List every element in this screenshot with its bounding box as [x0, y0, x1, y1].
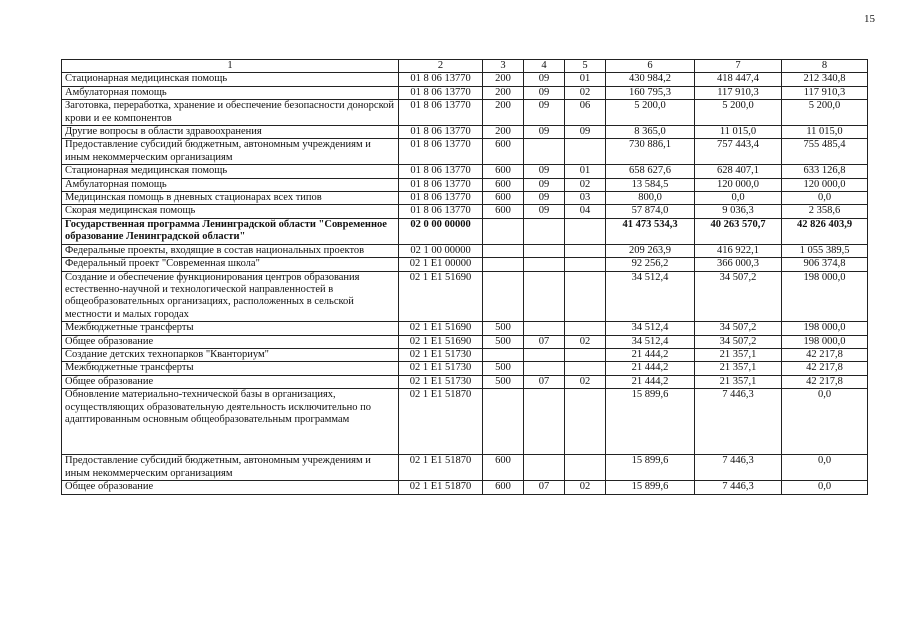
- subsection-cell: 02: [565, 178, 606, 191]
- amount-year1-cell: 34 512,4: [606, 271, 695, 322]
- table-row: [62, 100, 868, 126]
- subsection-cell: [565, 389, 606, 455]
- amount-year3-cell: 633 126,8: [782, 165, 868, 178]
- amount-year2-cell: 5 200,0: [695, 100, 782, 126]
- section-cell: 09: [524, 192, 565, 205]
- table-row: [62, 322, 868, 335]
- amount-year2-cell: 40 263 570,7: [695, 218, 782, 244]
- section-cell: [524, 271, 565, 322]
- subsection-cell: [565, 258, 606, 271]
- amount-year3-cell: 11 015,0: [782, 126, 868, 139]
- amount-year2-cell: 416 922,1: [695, 244, 782, 257]
- amount-year1-cell: 34 512,4: [606, 322, 695, 335]
- expense-type-cell: 200: [483, 86, 524, 99]
- table-row: [62, 348, 868, 361]
- target-code-cell: 02 1 E1 51870: [399, 389, 483, 455]
- subsection-cell: 02: [565, 86, 606, 99]
- amount-year1-cell: 34 512,4: [606, 335, 695, 348]
- amount-year3-cell: 755 485,4: [782, 139, 868, 165]
- subsection-cell: [565, 322, 606, 335]
- amount-year2-cell: 34 507,2: [695, 271, 782, 322]
- section-cell: 09: [524, 178, 565, 191]
- target-code-cell: 02 0 00 00000: [399, 218, 483, 244]
- subsection-cell: [565, 218, 606, 244]
- section-cell: 09: [524, 205, 565, 218]
- table-row: [62, 362, 868, 375]
- section-cell: [524, 389, 565, 455]
- column-header: 6: [606, 60, 695, 73]
- amount-year3-cell: 0,0: [782, 192, 868, 205]
- target-code-cell: 02 1 00 00000: [399, 244, 483, 257]
- amount-year1-cell: 15 899,6: [606, 455, 695, 481]
- amount-year2-cell: 117 910,3: [695, 86, 782, 99]
- amount-year2-cell: 21 357,1: [695, 362, 782, 375]
- target-code-cell: 01 8 06 13770: [399, 165, 483, 178]
- amount-year2-cell: 757 443,4: [695, 139, 782, 165]
- amount-year3-cell: 198 000,0: [782, 335, 868, 348]
- section-cell: [524, 258, 565, 271]
- subsection-cell: [565, 455, 606, 481]
- table-row: [62, 389, 868, 455]
- expense-type-cell: [483, 258, 524, 271]
- expense-type-cell: 200: [483, 100, 524, 126]
- expense-type-cell: 200: [483, 73, 524, 86]
- row-name-cell: Стационарная медицинская помощь: [62, 165, 399, 178]
- table-row: [62, 205, 868, 218]
- target-code-cell: 02 1 E1 51730: [399, 348, 483, 361]
- section-cell: [524, 362, 565, 375]
- table-row: [62, 258, 868, 271]
- amount-year2-cell: 7 446,3: [695, 481, 782, 494]
- section-cell: [524, 218, 565, 244]
- row-name-cell: Государственная программа Ленинградской области "Современное образование Ленинградской области": [62, 218, 399, 244]
- target-code-cell: 01 8 06 13770: [399, 86, 483, 99]
- row-name-cell: Другие вопросы в области здравоохранения: [62, 126, 399, 139]
- table-row: [62, 73, 868, 86]
- amount-year1-cell: 15 899,6: [606, 389, 695, 455]
- expense-type-cell: [483, 271, 524, 322]
- row-name-cell: Общее образование: [62, 375, 399, 388]
- amount-year1-cell: 92 256,2: [606, 258, 695, 271]
- amount-year2-cell: 120 000,0: [695, 178, 782, 191]
- row-name-cell: Межбюджетные трансферты: [62, 362, 399, 375]
- section-cell: [524, 322, 565, 335]
- amount-year3-cell: 120 000,0: [782, 178, 868, 191]
- row-name-cell: Создание и обеспечение функционирования центров образования естественно-научной и технологической направленностей в общеобразовательных организациях, расположенных в сельской местности и малых городах: [62, 271, 399, 322]
- expense-type-cell: 500: [483, 375, 524, 388]
- amount-year3-cell: 906 374,8: [782, 258, 868, 271]
- table-row: [62, 178, 868, 191]
- amount-year2-cell: 34 507,2: [695, 322, 782, 335]
- amount-year3-cell: 198 000,0: [782, 271, 868, 322]
- expense-type-cell: 600: [483, 455, 524, 481]
- expense-type-cell: 500: [483, 335, 524, 348]
- section-cell: [524, 455, 565, 481]
- page-number: 15: [864, 13, 875, 25]
- table-row: [62, 244, 868, 257]
- target-code-cell: 02 1 E1 51690: [399, 322, 483, 335]
- amount-year3-cell: 212 340,8: [782, 73, 868, 86]
- row-name-cell: Амбулаторная помощь: [62, 86, 399, 99]
- table-row: [62, 126, 868, 139]
- row-name-cell: Создание детских технопарков "Кванториум": [62, 348, 399, 361]
- row-name-cell: Стационарная медицинская помощь: [62, 73, 399, 86]
- amount-year1-cell: 21 444,2: [606, 362, 695, 375]
- expense-type-cell: 600: [483, 481, 524, 494]
- target-code-cell: 01 8 06 13770: [399, 126, 483, 139]
- amount-year3-cell: 42 217,8: [782, 348, 868, 361]
- expense-type-cell: 600: [483, 192, 524, 205]
- column-header: 7: [695, 60, 782, 73]
- table-row: [62, 139, 868, 165]
- section-cell: 09: [524, 126, 565, 139]
- amount-year1-cell: 730 886,1: [606, 139, 695, 165]
- subsection-cell: 04: [565, 205, 606, 218]
- target-code-cell: 01 8 06 13770: [399, 139, 483, 165]
- section-cell: 09: [524, 86, 565, 99]
- target-code-cell: 02 1 E1 51730: [399, 375, 483, 388]
- expense-type-cell: [483, 348, 524, 361]
- expense-type-cell: 600: [483, 178, 524, 191]
- amount-year3-cell: 1 055 389,5: [782, 244, 868, 257]
- expense-type-cell: [483, 389, 524, 455]
- column-header: 5: [565, 60, 606, 73]
- amount-year3-cell: 42 217,8: [782, 375, 868, 388]
- target-code-cell: 02 1 E1 51690: [399, 271, 483, 322]
- target-code-cell: 02 1 E1 51690: [399, 335, 483, 348]
- row-name-cell: Заготовка, переработка, хранение и обеспечение безопасности донорской крови и ее компонентов: [62, 100, 399, 126]
- amount-year1-cell: 160 795,3: [606, 86, 695, 99]
- row-name-cell: Общее образование: [62, 481, 399, 494]
- amount-year2-cell: 34 507,2: [695, 335, 782, 348]
- target-code-cell: 02 1 E1 51870: [399, 455, 483, 481]
- subsection-cell: 01: [565, 73, 606, 86]
- table-row: [62, 481, 868, 494]
- section-cell: [524, 244, 565, 257]
- target-code-cell: 01 8 06 13770: [399, 192, 483, 205]
- amount-year3-cell: 0,0: [782, 455, 868, 481]
- table-row: [62, 375, 868, 388]
- section-cell: 09: [524, 165, 565, 178]
- row-name-cell: Федеральный проект "Современная школа": [62, 258, 399, 271]
- amount-year2-cell: 11 015,0: [695, 126, 782, 139]
- column-header: 8: [782, 60, 868, 73]
- subsection-cell: 06: [565, 100, 606, 126]
- row-name-cell: Предоставление субсидий бюджетным, автономным учреждениям и иным некоммерческим организациям: [62, 139, 399, 165]
- table-row: [62, 192, 868, 205]
- target-code-cell: 01 8 06 13770: [399, 100, 483, 126]
- amount-year2-cell: 21 357,1: [695, 348, 782, 361]
- amount-year2-cell: 21 357,1: [695, 375, 782, 388]
- row-name-cell: Общее образование: [62, 335, 399, 348]
- row-name-cell: Обновление материально-технической базы в организациях, осуществляющих образовательную деятельность исключительно по адаптированным основным общеобразовательным программам: [62, 389, 399, 455]
- amount-year1-cell: 800,0: [606, 192, 695, 205]
- amount-year3-cell: 2 358,6: [782, 205, 868, 218]
- target-code-cell: 02 1 E1 51730: [399, 362, 483, 375]
- amount-year1-cell: 430 984,2: [606, 73, 695, 86]
- amount-year2-cell: 0,0: [695, 192, 782, 205]
- amount-year2-cell: 366 000,3: [695, 258, 782, 271]
- expense-type-cell: 600: [483, 205, 524, 218]
- row-name-cell: Амбулаторная помощь: [62, 178, 399, 191]
- expense-type-cell: 600: [483, 165, 524, 178]
- table-header-row: [62, 60, 868, 73]
- amount-year1-cell: 209 263,9: [606, 244, 695, 257]
- table-row: [62, 271, 868, 322]
- row-name-cell: Федеральные проекты, входящие в состав национальных проектов: [62, 244, 399, 257]
- amount-year3-cell: 198 000,0: [782, 322, 868, 335]
- amount-year2-cell: 628 407,1: [695, 165, 782, 178]
- amount-year1-cell: 57 874,0: [606, 205, 695, 218]
- expense-type-cell: 500: [483, 322, 524, 335]
- section-cell: 07: [524, 481, 565, 494]
- subsection-cell: [565, 348, 606, 361]
- subsection-cell: [565, 139, 606, 165]
- subsection-cell: 01: [565, 165, 606, 178]
- column-header: 3: [483, 60, 524, 73]
- table-row: [62, 165, 868, 178]
- amount-year3-cell: 42 217,8: [782, 362, 868, 375]
- amount-year2-cell: 7 446,3: [695, 455, 782, 481]
- column-header: 2: [399, 60, 483, 73]
- section-cell: 07: [524, 335, 565, 348]
- column-header: 1: [62, 60, 399, 73]
- subsection-cell: 02: [565, 335, 606, 348]
- expense-type-cell: 500: [483, 362, 524, 375]
- table-row: [62, 218, 868, 244]
- amount-year3-cell: 0,0: [782, 481, 868, 494]
- amount-year2-cell: 9 036,3: [695, 205, 782, 218]
- table-row: [62, 455, 868, 481]
- subsection-cell: [565, 244, 606, 257]
- expense-type-cell: 200: [483, 126, 524, 139]
- section-cell: 07: [524, 375, 565, 388]
- amount-year1-cell: 8 365,0: [606, 126, 695, 139]
- target-code-cell: 01 8 06 13770: [399, 178, 483, 191]
- subsection-cell: [565, 362, 606, 375]
- expense-type-cell: [483, 244, 524, 257]
- subsection-cell: [565, 271, 606, 322]
- section-cell: 09: [524, 100, 565, 126]
- amount-year1-cell: 41 473 534,3: [606, 218, 695, 244]
- subsection-cell: 02: [565, 481, 606, 494]
- amount-year2-cell: 418 447,4: [695, 73, 782, 86]
- budget-table: [61, 59, 868, 495]
- amount-year3-cell: 117 910,3: [782, 86, 868, 99]
- table-row: [62, 86, 868, 99]
- subsection-cell: 03: [565, 192, 606, 205]
- expense-type-cell: 600: [483, 139, 524, 165]
- amount-year1-cell: 15 899,6: [606, 481, 695, 494]
- row-name-cell: Скорая медицинская помощь: [62, 205, 399, 218]
- amount-year1-cell: 21 444,2: [606, 375, 695, 388]
- target-code-cell: 01 8 06 13770: [399, 205, 483, 218]
- amount-year1-cell: 5 200,0: [606, 100, 695, 126]
- subsection-cell: 02: [565, 375, 606, 388]
- amount-year3-cell: 5 200,0: [782, 100, 868, 126]
- column-header: 4: [524, 60, 565, 73]
- section-cell: [524, 139, 565, 165]
- table-row: [62, 335, 868, 348]
- amount-year1-cell: 658 627,6: [606, 165, 695, 178]
- target-code-cell: 02 1 E1 51870: [399, 481, 483, 494]
- amount-year3-cell: 0,0: [782, 389, 868, 455]
- target-code-cell: 02 1 E1 00000: [399, 258, 483, 271]
- amount-year1-cell: 13 584,5: [606, 178, 695, 191]
- target-code-cell: 01 8 06 13770: [399, 73, 483, 86]
- amount-year3-cell: 42 826 403,9: [782, 218, 868, 244]
- section-cell: 09: [524, 73, 565, 86]
- section-cell: [524, 348, 565, 361]
- expense-type-cell: [483, 218, 524, 244]
- row-name-cell: Межбюджетные трансферты: [62, 322, 399, 335]
- row-name-cell: Медицинская помощь в дневных стационарах всех типов: [62, 192, 399, 205]
- amount-year2-cell: 7 446,3: [695, 389, 782, 455]
- amount-year1-cell: 21 444,2: [606, 348, 695, 361]
- subsection-cell: 09: [565, 126, 606, 139]
- row-name-cell: Предоставление субсидий бюджетным, автономным учреждениям и иным некоммерческим организациям: [62, 455, 399, 481]
